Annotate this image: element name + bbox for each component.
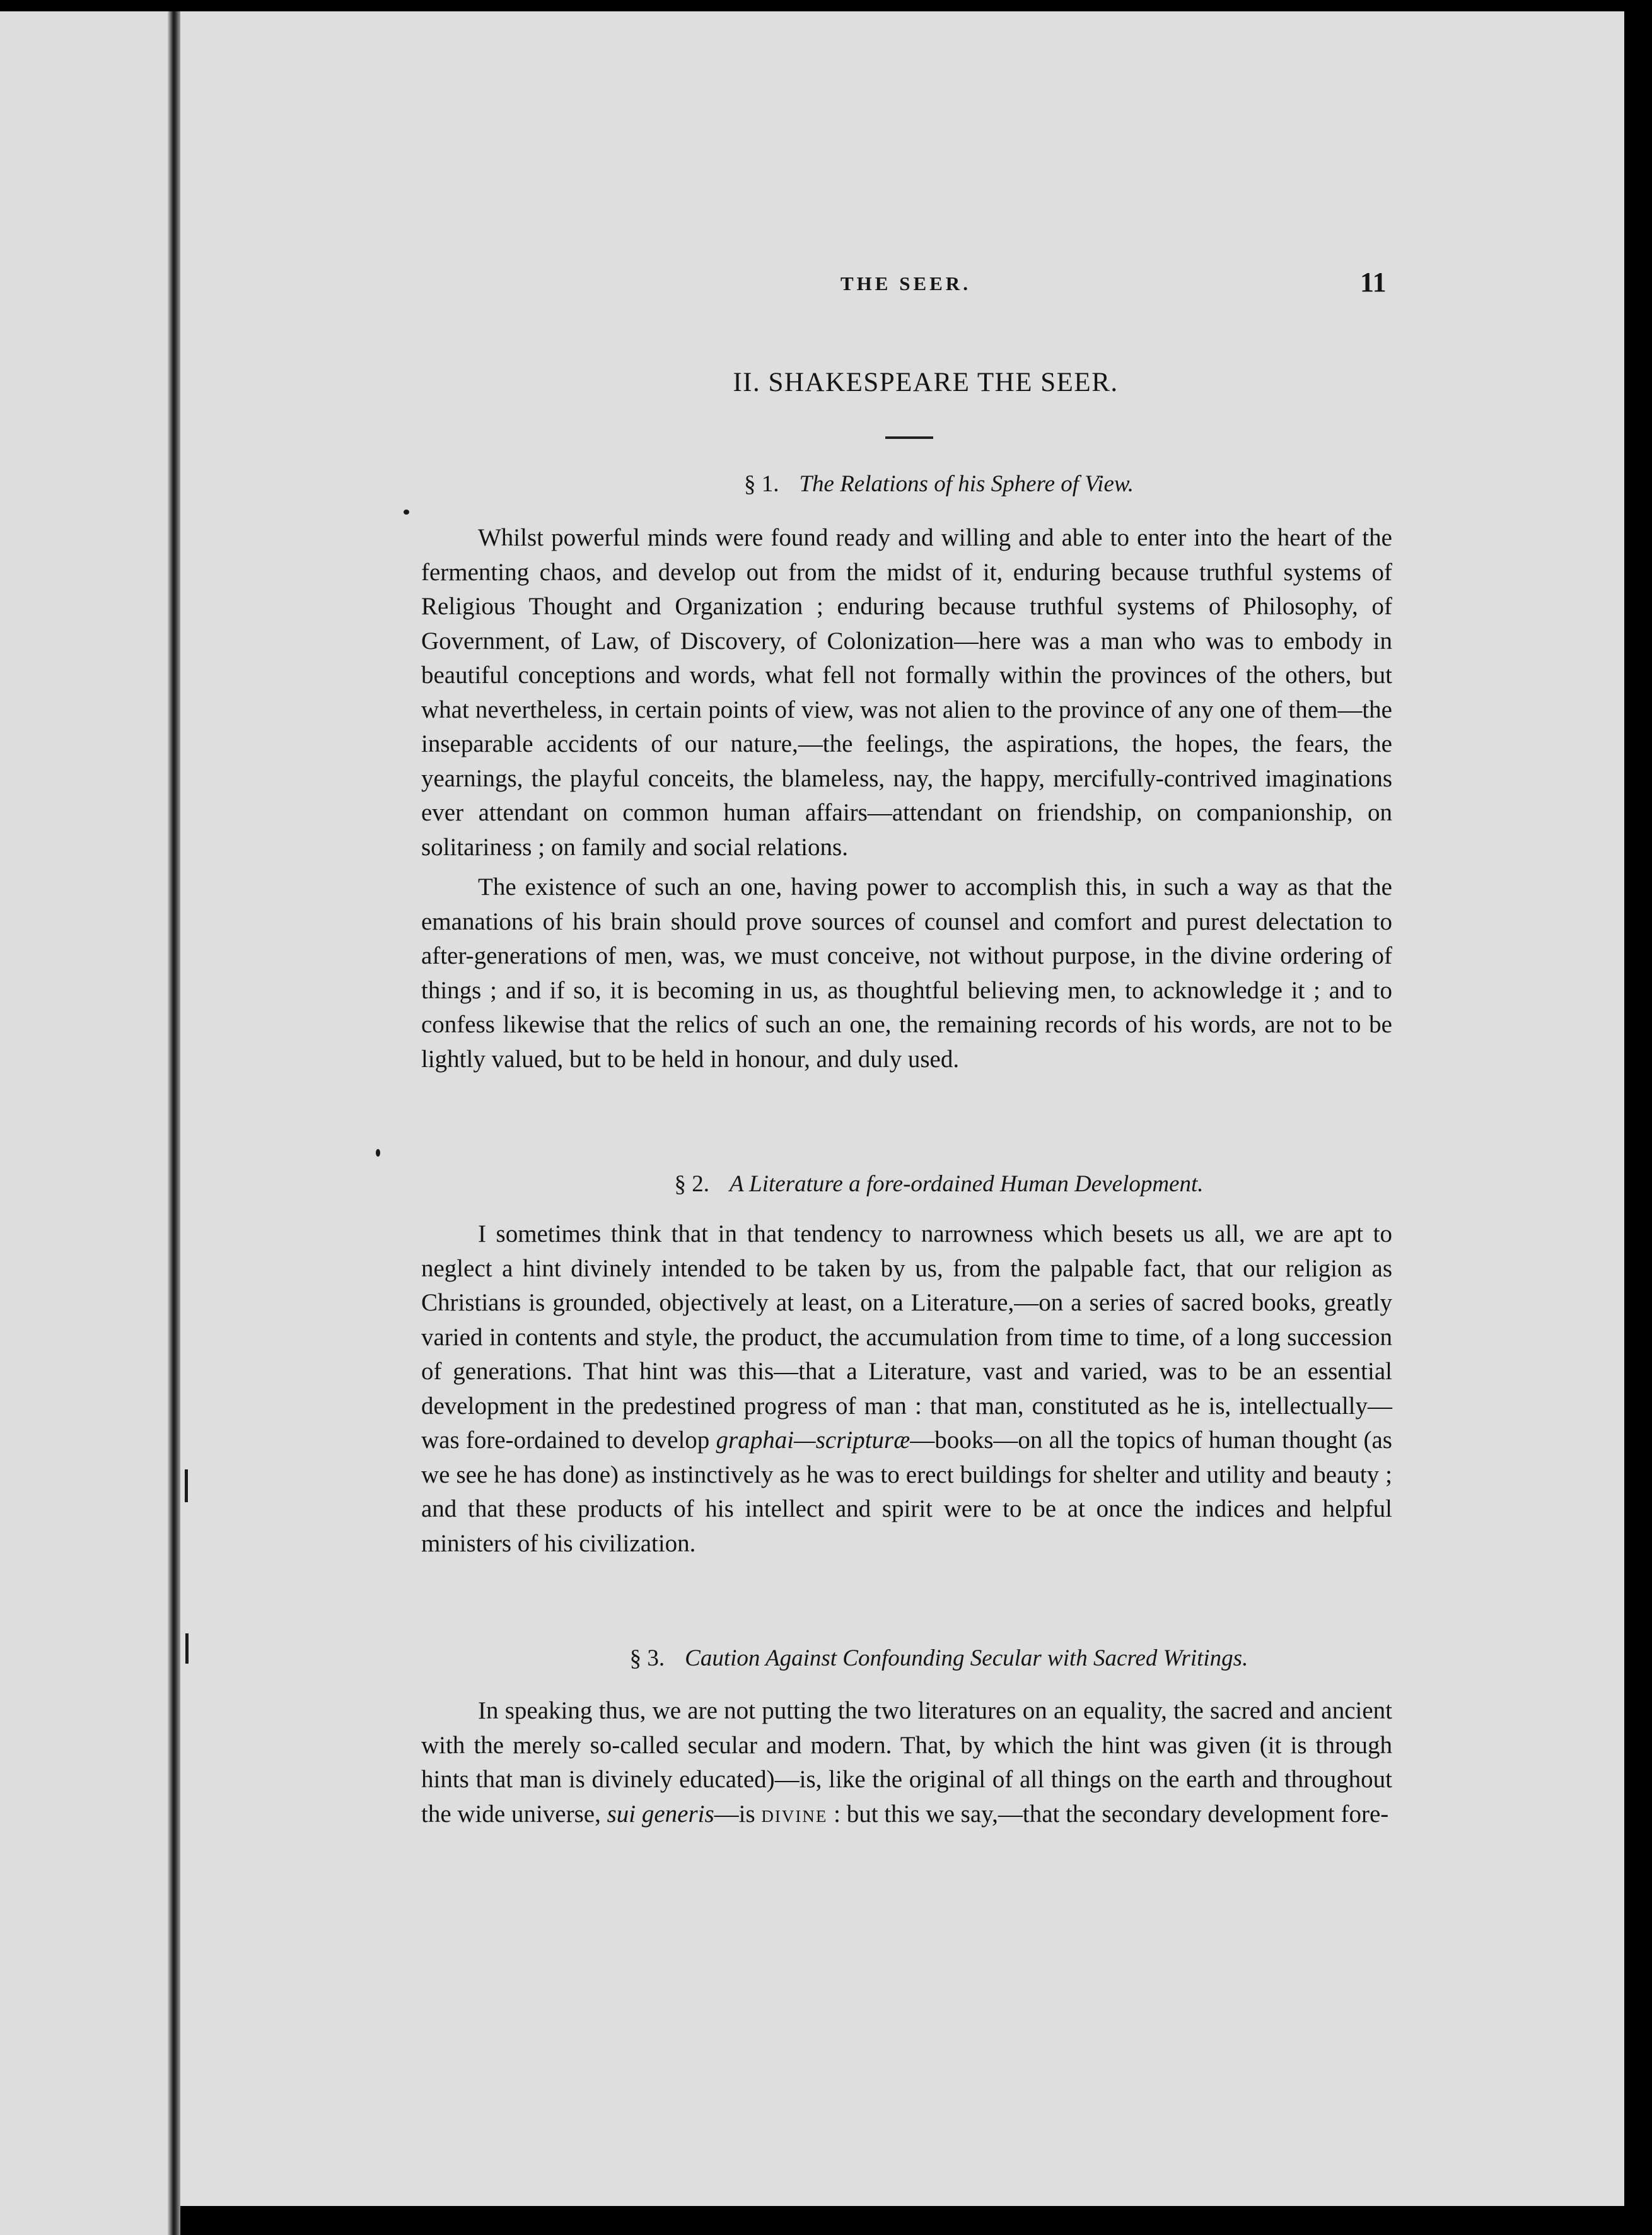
chapter-title: II. SHAKESPEARE THE SEER. <box>733 368 1119 397</box>
section-body <box>421 1217 1392 1561</box>
left-page-edge <box>0 11 175 2235</box>
paragraph-smallcaps: divine <box>761 1800 828 1828</box>
section-title: A Literature a fore-ordained Human Development. <box>729 1171 1204 1197</box>
section-heading <box>180 1645 1624 1672</box>
section-title: The Relations of his Sphere of View. <box>799 471 1134 497</box>
section-heading <box>180 1170 1624 1198</box>
running-title: THE SEER. <box>841 272 971 295</box>
paragraph-text: : but this we say,—that the secondary development fore- <box>827 1800 1389 1828</box>
paragraph-italic: graphai—scripturæ <box>716 1427 910 1454</box>
section-mark: § 2. <box>674 1171 709 1197</box>
margin-mark <box>376 1149 380 1157</box>
margin-mark <box>404 510 409 515</box>
section-mark: § 3. <box>629 1645 665 1671</box>
section-mark: § 1. <box>743 471 779 497</box>
book-page <box>180 11 1624 2206</box>
paragraph-text: —is <box>714 1800 762 1828</box>
page-number: 11 <box>1360 267 1387 298</box>
section-body <box>421 521 1392 1077</box>
scan-border <box>1624 11 1652 2235</box>
paragraph: Whilst powerful minds were found ready and willing and able to enter into the heart of the fermenting chaos, and develop out from the midst of it, enduring because truthful systems of Religious Thought and Organization ; enduring because truthful systems of Philosophy, of Government, of Law, of Discovery, of Colonization—here was a man who was to embody in beautiful conceptions and words, what fell not formally within the provinces of the others, but what nevertheless, in certain points of view, was not alien to the province of any one of them—the inseparable accidents of our nature,—the feelings, the aspirations, the hopes, the fears, the yearnings, the playful conceits, the blameless, nay, the happy, mercifully-contrived imaginations ever attendant on common human affairs—attendant on friendship, on companionship, on solitariness ; on family and social relations. <box>421 524 1392 861</box>
running-head <box>180 266 1624 304</box>
section-heading <box>180 470 1624 498</box>
margin-mark <box>185 1469 188 1502</box>
paragraph-text: —books—on all the topics of human thought (as we see he has done) as instinctively as he was to erect buildings for shelter and utility and beauty ; and that these products of his intellect and spirit were to be at once the indices and helpful ministers of his civilization. <box>421 1427 1392 1557</box>
paragraph: The existence of such an one, having power to accomplish this, in such a way as that the emanations of his brain should prove sources of counsel and comfort and purest delectation to after-generations of men, was, we must conceive, not without purpose, in the divine ordering of things ; and if so, it is becoming in us, as thoughtful believing men, to acknowledge it ; and to confess likewise that the relics of such an one, the remaining records of his words, are not to be lightly valued, but to be held in honour, and duly used. <box>421 873 1392 1073</box>
paragraph <box>421 1694 1392 1831</box>
paragraph-italic: sui generis <box>607 1800 714 1828</box>
section-body <box>421 1694 1392 1831</box>
paragraph <box>421 1217 1392 1561</box>
paragraph-text: I sometimes think that in that tendency to narrowness which besets us all, we are apt to neglect a hint divinely intended to be taken by us, from the palpable fact, that our religion as Christians is grounded, objectively at least, on a Literature,—on a series of sacred books, greatly varied in contents and style, the product, the accumulation from time to time, of a long succession of generations. That hint was this—that a Literature, vast and varied, was to be an essential development in the predestined progress of man : that man, constituted as he is, intellectually—was fore-ordained to develop <box>421 1220 1392 1454</box>
title-rule <box>885 436 933 439</box>
book-gutter <box>168 11 180 2235</box>
paragraph-text: In speaking thus, we are not putting the two literatures on an equality, the sacred and ancient with the merely so-called secular and modern. That, by which the hint was given (it is through hints that man is divinely educated)—is, like the original of all things on the earth and throughout the wide universe, <box>421 1697 1392 1828</box>
section-title: Caution Against Confounding Secular with Sacred Writings. <box>685 1645 1248 1671</box>
